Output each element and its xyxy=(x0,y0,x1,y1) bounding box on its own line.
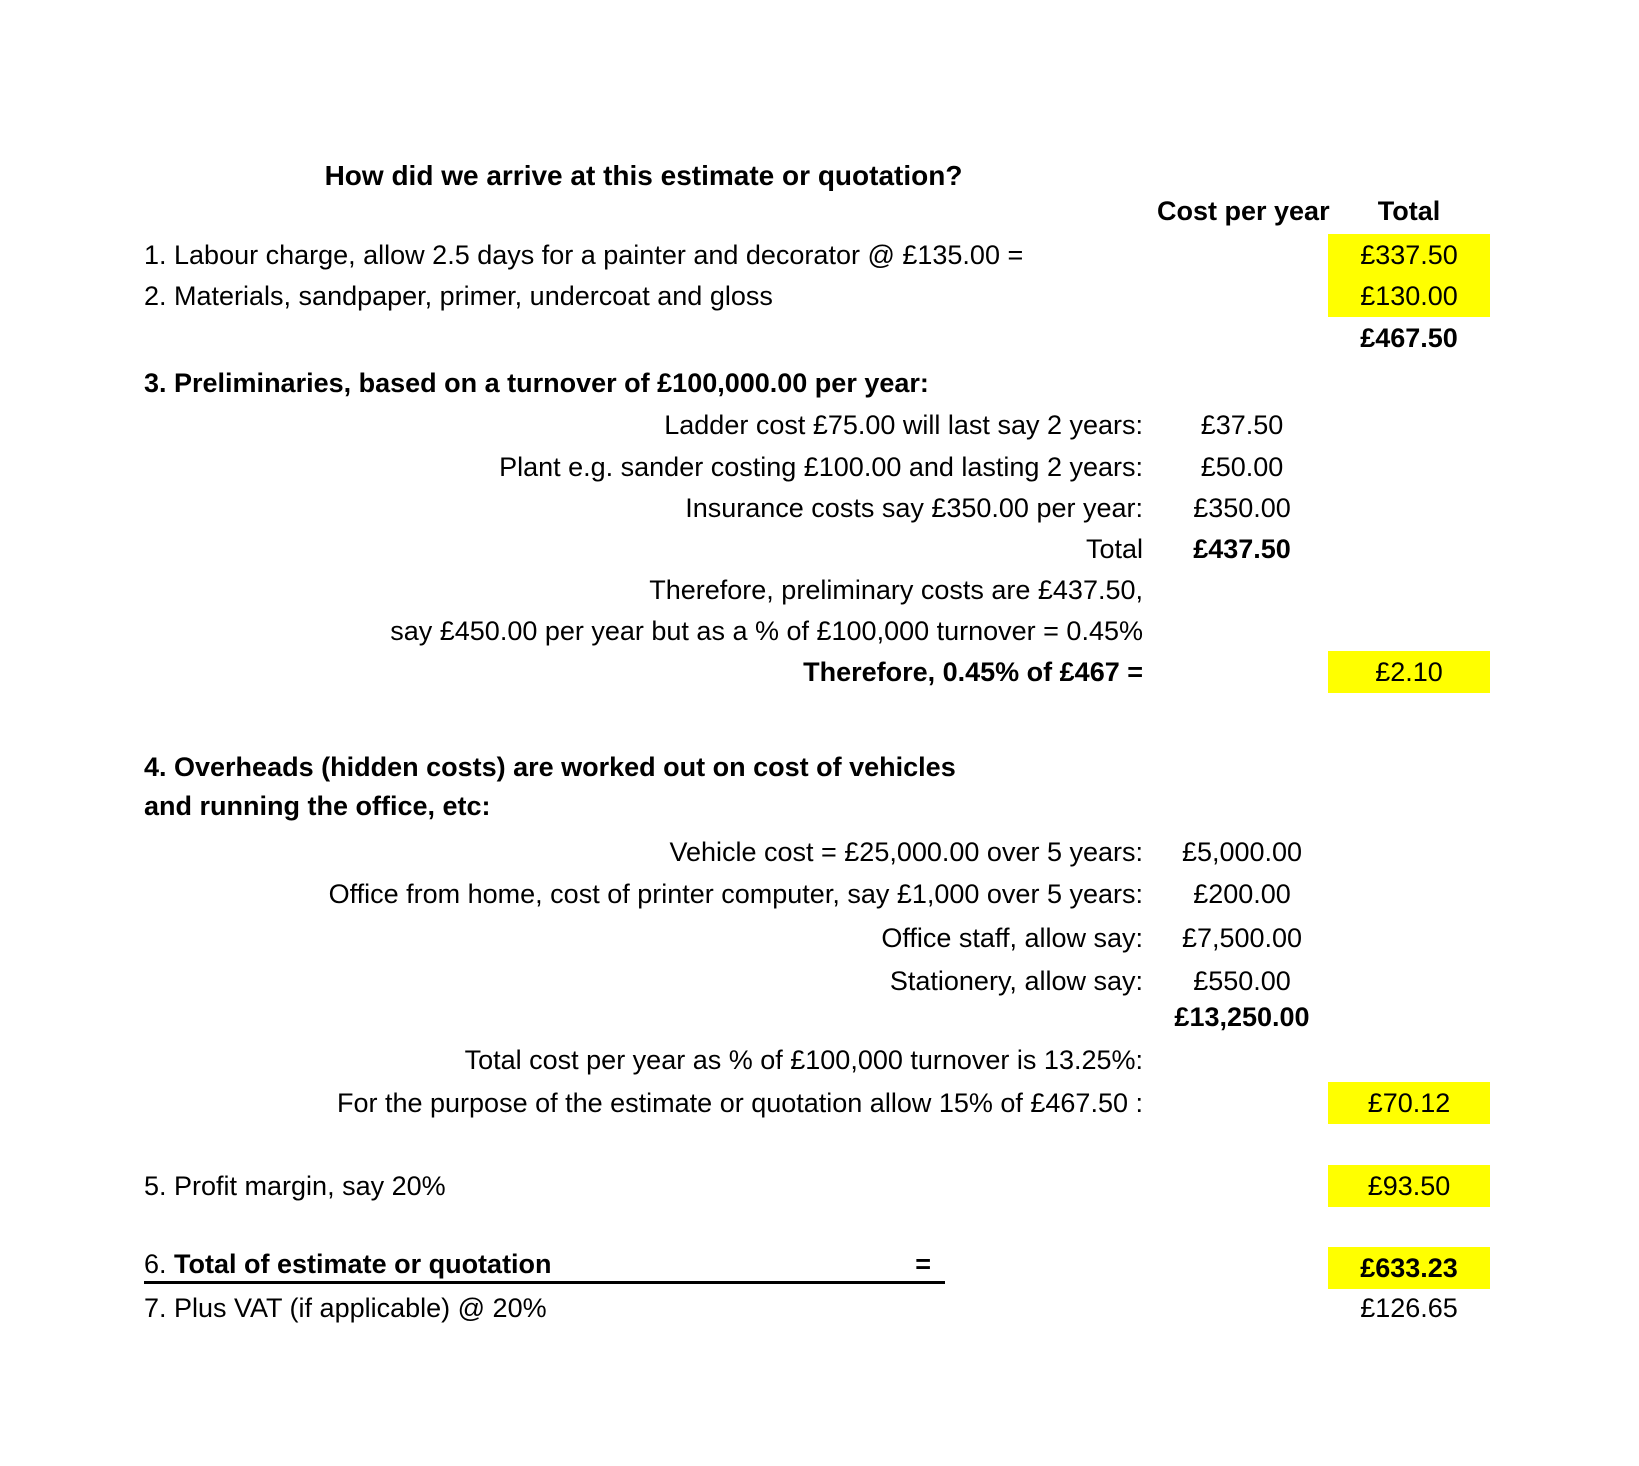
row-label: Therefore, 0.45% of £467 = xyxy=(803,657,1143,687)
cost-value: £350.00 xyxy=(1193,493,1291,523)
note-text: Total cost per year as % of £100,000 turnover is 13.25%: xyxy=(464,1045,1143,1075)
cost-value: £37.50 xyxy=(1200,410,1284,440)
row-label: 7. Plus VAT (if applicable) @ 20% xyxy=(144,1293,547,1323)
table-row xyxy=(0,446,1639,488)
grand-total-text xyxy=(144,1246,552,1283)
cost-value: £550.00 xyxy=(1193,966,1291,996)
table-row xyxy=(0,1082,1639,1124)
section-heading: 4. Overheads (hidden costs) are worked out on cost of vehicles xyxy=(144,752,956,782)
row-label: For the purpose of the estimate or quotation allow 15% of £467.50 : xyxy=(336,1088,1143,1118)
column-header-cost-per-year: Cost per year xyxy=(1157,196,1330,226)
table-row xyxy=(0,234,1639,276)
cost-value: £7,500.00 xyxy=(1181,923,1303,953)
table-row xyxy=(0,831,1639,873)
total-value-highlighted: £70.12 xyxy=(1328,1082,1490,1124)
row-label: 2. Materials, sandpaper, primer, undercoat and gloss xyxy=(144,281,773,311)
row-label: Insurance costs say £350.00 per year: xyxy=(685,493,1143,523)
row-number: 6. xyxy=(144,1248,167,1279)
row-label: Vehicle cost = £25,000.00 over 5 years: xyxy=(669,837,1143,867)
note-row xyxy=(0,610,1639,652)
grand-total-value-highlighted: £633.23 xyxy=(1328,1247,1490,1289)
total-value: £126.65 xyxy=(1360,1293,1458,1323)
note-text: Therefore, preliminary costs are £437.50, xyxy=(649,575,1143,605)
subtotal-row xyxy=(0,317,1639,359)
row-label: Office from home, cost of printer computer, say £1,000 over 5 years: xyxy=(328,879,1143,909)
section-heading: 3. Preliminaries, based on a turnover of £100,000.00 per year: xyxy=(144,368,929,398)
equals-sign: = xyxy=(915,1248,931,1279)
note-text: say £450.00 per year but as a % of £100,000 turnover = 0.45% xyxy=(390,616,1143,646)
total-value-highlighted: £130.00 xyxy=(1328,275,1490,317)
section-heading-row xyxy=(0,785,1639,827)
row-label: Ladder cost £75.00 will last say 2 years: xyxy=(664,410,1143,440)
subtotal-value: £13,250.00 xyxy=(1174,1002,1310,1032)
table-row xyxy=(0,487,1639,529)
subtotal-value: £437.50 xyxy=(1193,534,1291,564)
row-label: Stationery, allow say: xyxy=(889,966,1143,996)
table-row xyxy=(0,873,1639,915)
subtotal-row xyxy=(0,996,1639,1038)
total-value-highlighted: £2.10 xyxy=(1328,651,1490,693)
table-row xyxy=(0,917,1639,959)
note-row xyxy=(0,569,1639,611)
table-row xyxy=(0,651,1639,693)
subtotal-value: £467.50 xyxy=(1360,323,1458,353)
row-label: Office staff, allow say: xyxy=(881,923,1143,953)
total-value-highlighted: £337.50 xyxy=(1328,234,1490,276)
row-label: Total xyxy=(1085,534,1143,564)
section-heading-row xyxy=(0,746,1639,788)
table-row xyxy=(0,1165,1639,1207)
section-heading: and running the office, etc: xyxy=(144,791,491,821)
cost-value: £5,000.00 xyxy=(1181,837,1303,867)
grand-total-row xyxy=(0,1247,1639,1289)
cost-value: £50.00 xyxy=(1200,452,1284,482)
column-header-row xyxy=(0,190,1639,232)
table-row xyxy=(0,404,1639,446)
cost-value: £200.00 xyxy=(1193,879,1291,909)
column-header-total: Total xyxy=(1377,196,1441,226)
subtotal-row xyxy=(0,528,1639,570)
table-row xyxy=(0,275,1639,317)
row-label: Plant e.g. sander costing £100.00 and lasting 2 years: xyxy=(499,452,1143,482)
page-title: How did we arrive at this estimate or quotation? xyxy=(324,160,963,191)
total-value-highlighted: £93.50 xyxy=(1328,1165,1490,1207)
section-heading-row xyxy=(0,362,1639,404)
row-label: 1. Labour charge, allow 2.5 days for a painter and decorator @ £135.00 = xyxy=(144,240,1024,270)
note-row xyxy=(0,1039,1639,1081)
row-label: 5. Profit margin, say 20% xyxy=(144,1171,446,1201)
grand-total-label: Total of estimate or quotation xyxy=(174,1248,552,1279)
table-row xyxy=(0,1287,1639,1329)
grand-total-label-underlined xyxy=(144,1247,945,1284)
